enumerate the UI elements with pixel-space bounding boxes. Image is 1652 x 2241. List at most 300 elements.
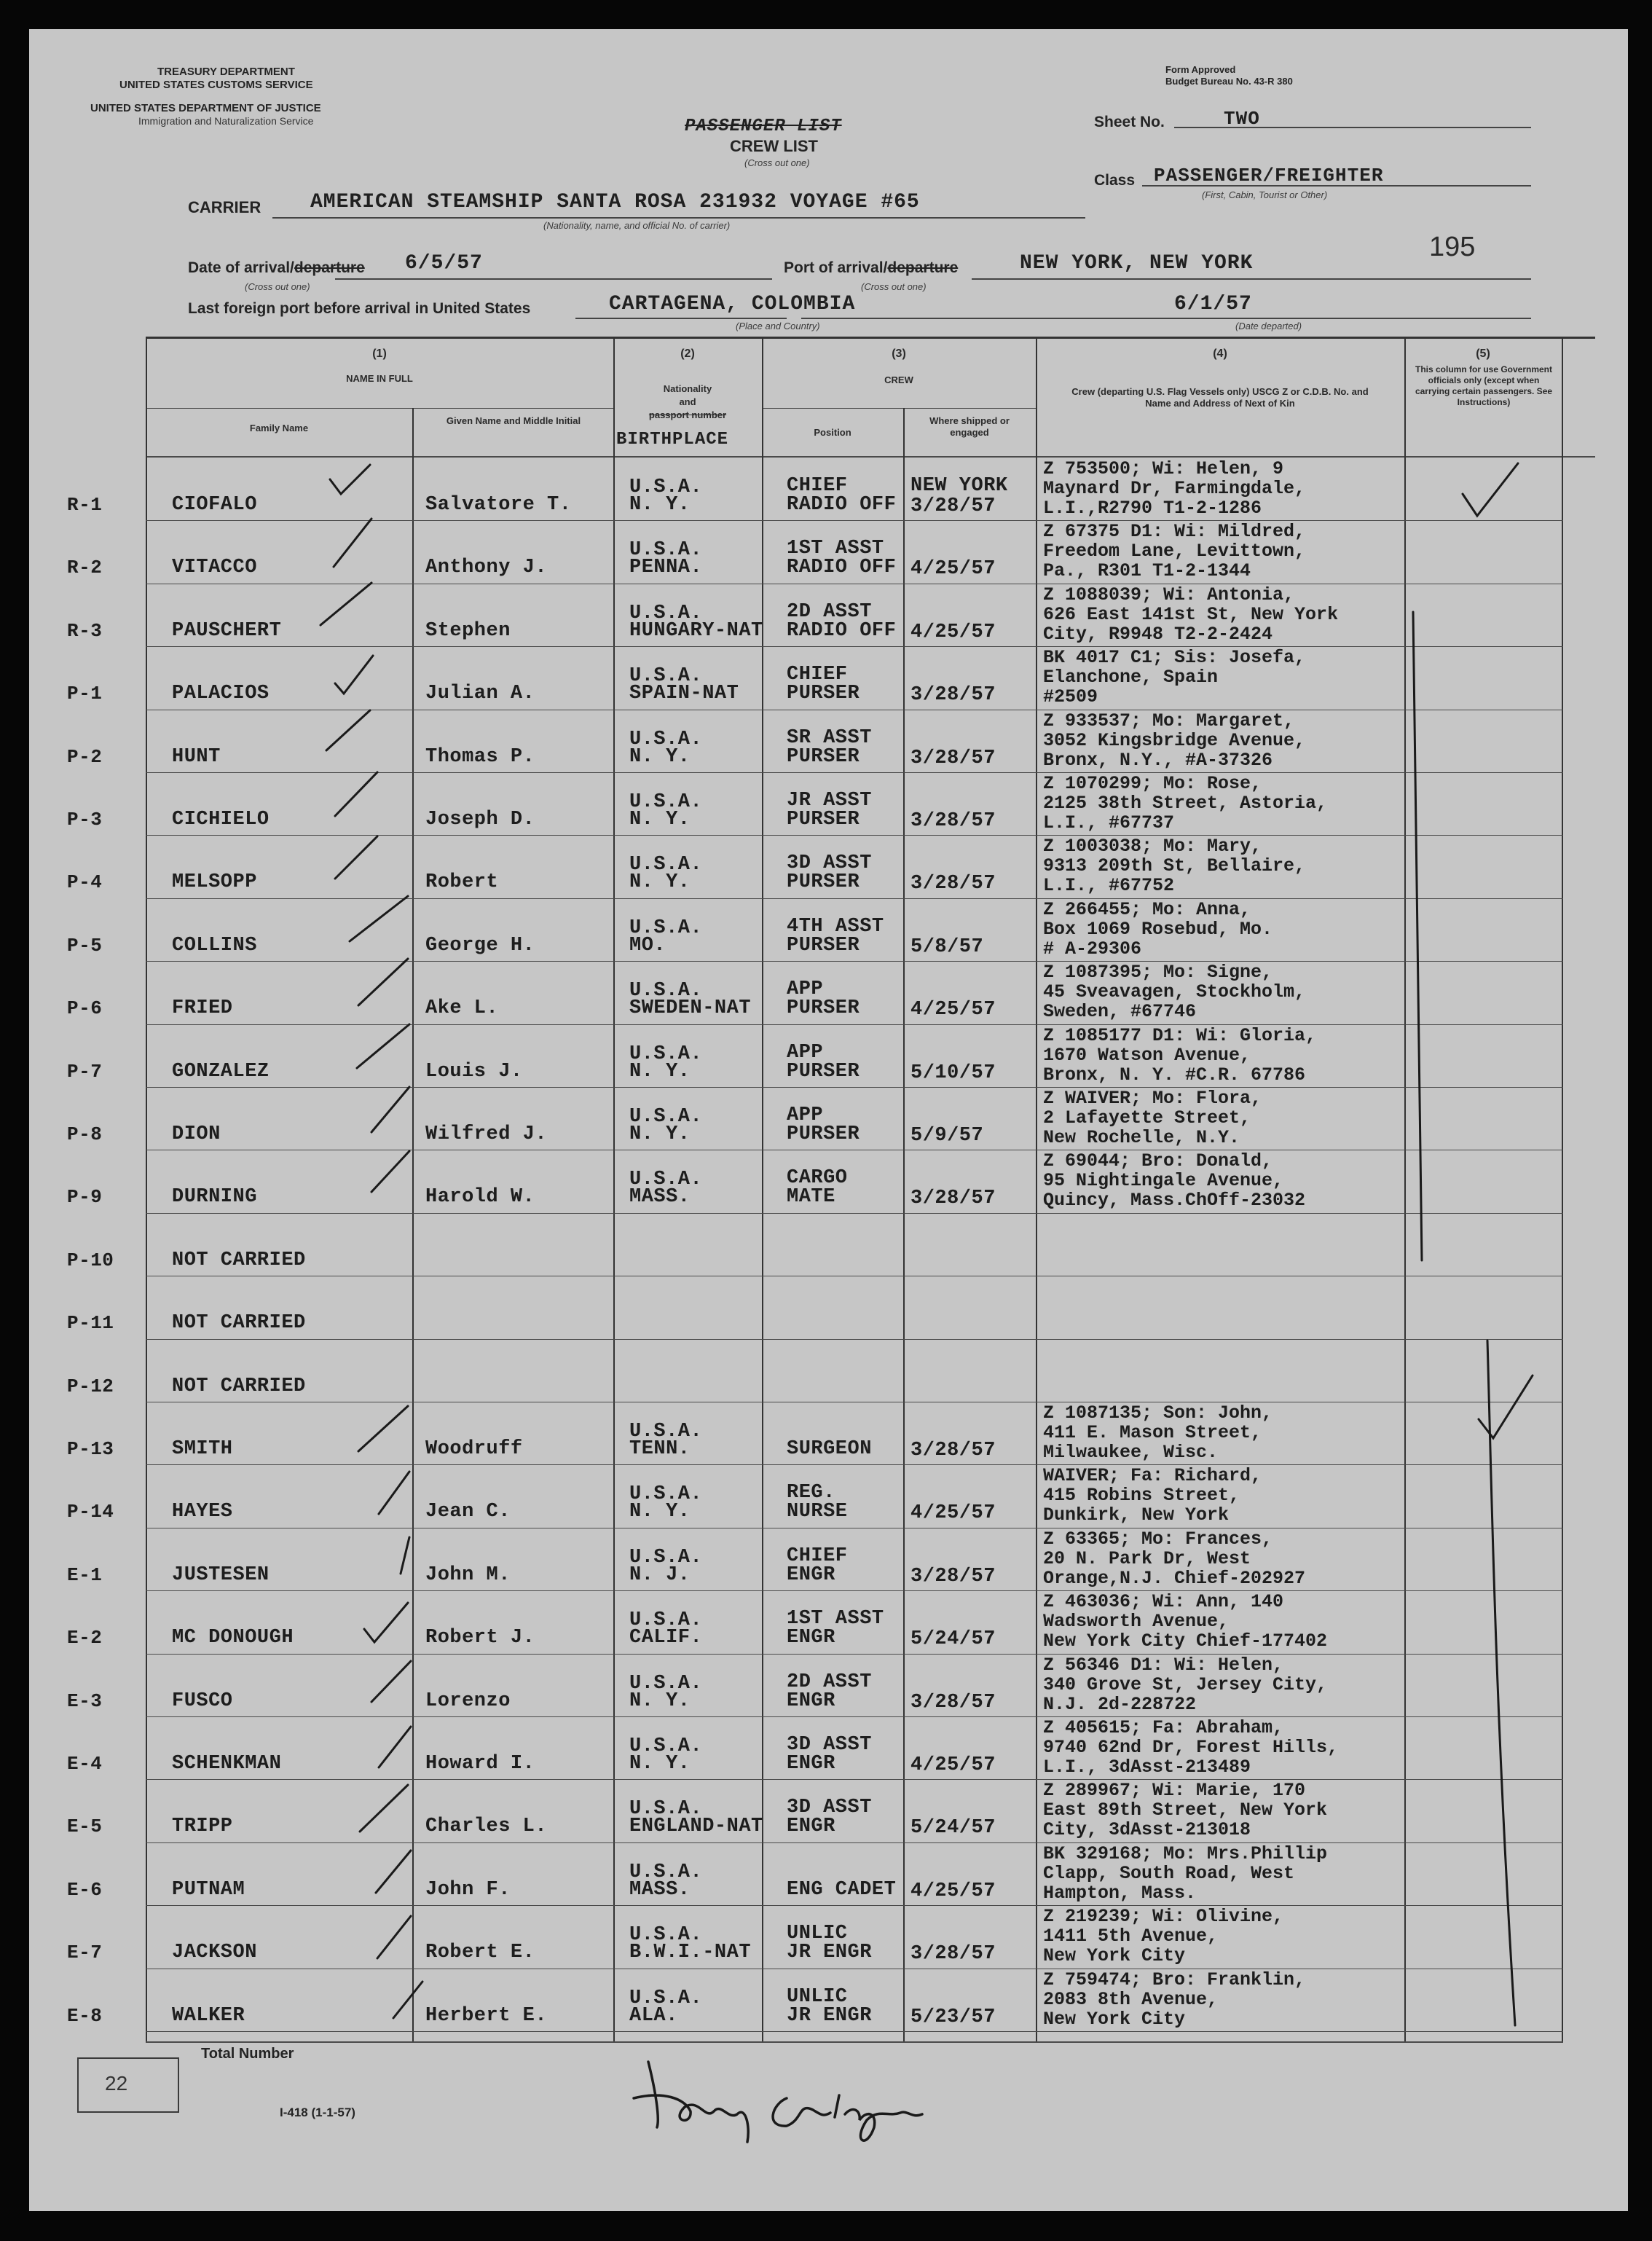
birthplace: N. Y.: [629, 1123, 691, 1145]
row-id: E-8: [67, 2004, 103, 2027]
next-of-kin-line-3: L.I., 3dAsst-213489: [1043, 1757, 1251, 1778]
shipped-place: NEW YORK: [910, 475, 1008, 497]
next-of-kin-line-2: East 89th Street, New York: [1043, 1800, 1328, 1821]
nationality: U.S.A.: [629, 1421, 703, 1443]
col2-title-passport-struck: passport number: [648, 409, 727, 420]
row-id: R-3: [67, 619, 103, 642]
position-line-2: RADIO OFF: [787, 557, 897, 579]
shipped-date: 5/9/57: [910, 1125, 984, 1147]
birthplace: ALA.: [629, 2004, 678, 2027]
position-line-2: SURGEON: [787, 1438, 872, 1460]
given-name: Louis J.: [425, 1060, 523, 1083]
family-name: PALACIOS: [172, 683, 270, 705]
position-line-2: JR ENGR: [787, 2004, 872, 2027]
shipped-date: 3/28/57: [910, 810, 996, 832]
position-line-2: ENGR: [787, 1627, 835, 1649]
nationality: U.S.A.: [629, 1609, 703, 1632]
birthplace: N. Y.: [629, 1060, 691, 1083]
check-mark-icon: [377, 1916, 411, 1958]
next-of-kin-line-3: Milwaukee, Wisc.: [1043, 1442, 1219, 1463]
nationality: U.S.A.: [629, 854, 703, 876]
family-name: FUSCO: [172, 1689, 233, 1712]
row-id: P-10: [67, 1249, 114, 1271]
col2-title-nationality: Nationality: [663, 383, 712, 394]
next-of-kin-line-1: Z 56346 D1: Wi: Helen,: [1043, 1654, 1284, 1676]
position-line-2: PURSER: [787, 871, 860, 894]
vertical-ink-line: [1487, 1341, 1515, 2025]
sheet-value: TWO: [1224, 108, 1260, 130]
next-of-kin-line-3: L.I., #67737: [1043, 812, 1175, 833]
family-name: HUNT: [172, 745, 221, 768]
next-of-kin-line-1: Z 933537; Mo: Margaret,: [1043, 710, 1295, 731]
position-line-2: ENGR: [787, 1816, 835, 1838]
birthplace: N. Y.: [629, 745, 691, 768]
position-line-1: CHIEF: [787, 475, 848, 497]
port-label-text: Port of arrival/: [784, 259, 888, 276]
col3-position: Position: [814, 427, 851, 438]
next-of-kin-line-1: Z 1088039; Wi: Antonia,: [1043, 584, 1295, 605]
check-mark-icon: [326, 710, 370, 750]
agency-line-2: UNITED STATES CUSTOMS SERVICE: [119, 79, 313, 91]
nationality: U.S.A.: [629, 1798, 703, 1821]
position-line-1: 1ST ASST: [787, 538, 884, 560]
position-line-1: CARGO: [787, 1167, 848, 1190]
row-id: P-5: [67, 934, 103, 957]
next-of-kin-line-2: 2125 38th Street, Astoria,: [1043, 793, 1328, 814]
next-of-kin-line-3: #2509: [1043, 686, 1098, 708]
family-name: NOT CARRIED: [172, 1375, 306, 1397]
position-line-1: 1ST ASST: [787, 1608, 884, 1630]
birthplace: SPAIN-NAT: [629, 683, 739, 705]
family-name: DURNING: [172, 1186, 257, 1209]
next-of-kin-line-1: Z 67375 D1: Wi: Mildred,: [1043, 521, 1306, 543]
position-line-2: RADIO OFF: [787, 494, 897, 516]
nationality: U.S.A.: [629, 1169, 703, 1191]
given-name: Lorenzo: [425, 1689, 511, 1712]
check-mark-icon: [364, 1603, 408, 1642]
row-id: P-9: [67, 1186, 103, 1209]
next-of-kin-line-1: Z 405615; Fa: Abraham,: [1043, 1717, 1284, 1738]
nationality: U.S.A.: [629, 665, 703, 688]
family-name: PUTNAM: [172, 1878, 245, 1901]
class-label: Class: [1094, 172, 1136, 189]
nationality: U.S.A.: [629, 1106, 703, 1128]
given-name: Salvatore T.: [425, 494, 572, 516]
port-departure-struck: departure: [887, 259, 959, 276]
row-id: P-2: [67, 745, 103, 768]
class-hint: (First, Cabin, Tourist or Other): [1202, 189, 1328, 200]
shipped-date: 3/28/57: [910, 684, 996, 707]
given-name: Jean C.: [425, 1501, 511, 1523]
given-name: Robert E.: [425, 1942, 535, 1964]
shipped-date: 5/23/57: [910, 2006, 996, 2028]
next-of-kin-line-1: Z 219239; Wi: Olivine,: [1043, 1906, 1284, 1928]
row-id: P-8: [67, 1123, 103, 1145]
check-mark-icon: [358, 959, 408, 1005]
nationality: U.S.A.: [629, 602, 703, 624]
next-of-kin-line-1: BK 4017 C1; Sis: Josefa,: [1043, 647, 1306, 669]
row-id: E-1: [67, 1563, 103, 1586]
next-of-kin-line-2: 2083 8th Avenue,: [1043, 1988, 1219, 2010]
row-id: E-6: [67, 1878, 103, 1901]
position-line-2: PURSER: [787, 997, 860, 1020]
given-name: Herbert E.: [425, 2004, 548, 2027]
birthplace: B.W.I.-NAT: [629, 1942, 752, 1964]
row-id: R-1: [67, 494, 103, 516]
next-of-kin-line-2: 20 N. Park Dr, West: [1043, 1547, 1251, 1569]
total-number-value: 22: [105, 2072, 128, 2095]
check-mark-icon: [335, 656, 373, 694]
row-id: E-5: [67, 1816, 103, 1838]
shipped-date: 4/25/57: [910, 1502, 996, 1525]
shipped-date: 5/8/57: [910, 935, 984, 958]
position-line-1: 2D ASST: [787, 600, 872, 623]
position-line-1: 3D ASST: [787, 852, 872, 875]
col4-title: Crew (departing U.S. Flag Vessels only) USCG Z or C.D.B. No. and Name and Address of Next of Kin: [1071, 386, 1369, 409]
given-name: Joseph D.: [425, 809, 535, 831]
carrier-hint: (Nationality, name, and official No. of carrier): [543, 220, 731, 231]
col1-title: NAME IN FULL: [346, 373, 413, 384]
next-of-kin-line-1: Z 289967; Wi: Marie, 170: [1043, 1780, 1306, 1802]
position-line-2: NURSE: [787, 1501, 848, 1523]
check-mark-icon: [357, 1024, 409, 1068]
form-approved: Form Approved: [1165, 64, 1236, 75]
given-name: Howard I.: [425, 1753, 535, 1775]
position-line-2: RADIO OFF: [787, 619, 897, 642]
shipped-date: 3/28/57: [910, 1691, 996, 1714]
family-name: GONZALEZ: [172, 1060, 270, 1083]
col2-birthplace-overwrite: BIRTHPLACE: [616, 430, 729, 450]
row-id: E-3: [67, 1689, 103, 1712]
nationality: U.S.A.: [629, 1924, 703, 1947]
shipped-date: 3/28/57: [910, 1188, 996, 1210]
next-of-kin-line-3: New Rochelle, N.Y.: [1043, 1127, 1240, 1148]
birthplace: N. Y.: [629, 494, 691, 516]
position-line-1: JR ASST: [787, 790, 872, 812]
port-of-arrival-value: NEW YORK, NEW YORK: [1020, 252, 1254, 275]
shipped-date: 3/28/57: [910, 1565, 996, 1587]
position-line-2: PURSER: [787, 683, 860, 705]
col1-family-name: Family Name: [249, 423, 309, 433]
last-port-hint: (Place and Country): [736, 321, 820, 331]
next-of-kin-line-3: Bronx, N. Y. #C.R. 67786: [1043, 1064, 1306, 1086]
check-mark-icon: [371, 1151, 409, 1192]
check-mark-icon: [335, 772, 377, 816]
next-of-kin-line-1: Z 1003038; Mo: Mary,: [1043, 836, 1262, 857]
next-of-kin-line-2: 1670 Watson Avenue,: [1043, 1044, 1251, 1066]
next-of-kin-line-1: Z 1087135; Son: John,: [1043, 1402, 1273, 1424]
shipped-date: 4/25/57: [910, 621, 996, 643]
shipped-date: 5/10/57: [910, 1061, 996, 1084]
sheet-label: Sheet No.: [1094, 114, 1165, 130]
row-id: P-6: [67, 997, 103, 1020]
given-name: Julian A.: [425, 683, 535, 705]
row-id: P-14: [67, 1501, 114, 1523]
position-line-2: ENG CADET: [787, 1878, 897, 1901]
next-of-kin-line-3: N.J. 2d-228722: [1043, 1693, 1197, 1715]
nationality: U.S.A.: [629, 1987, 703, 2009]
next-of-kin-line-3: L.I.,R2790 T1-2-1286: [1043, 498, 1262, 519]
budget-bureau: Budget Bureau No. 43-R 380: [1165, 76, 1293, 87]
next-of-kin-line-1: Z 266455; Mo: Anna,: [1043, 898, 1251, 920]
family-name: WALKER: [172, 2004, 245, 2027]
title-passenger-list-struck: PASSENGER LIST: [685, 117, 842, 136]
given-name: Ake L.: [425, 997, 499, 1020]
check-mark-icon: [335, 836, 377, 879]
birthplace: TENN.: [629, 1438, 691, 1460]
last-foreign-port-label: Last foreign port before arrival in United States: [188, 300, 531, 317]
row-id: P-12: [67, 1375, 114, 1397]
title-crew-list: CREW LIST: [730, 137, 818, 155]
given-name: Thomas P.: [425, 745, 535, 768]
next-of-kin-line-3: New York City Chief-177402: [1043, 1630, 1328, 1652]
shipped-date: 4/25/57: [910, 999, 996, 1021]
birthplace: N. Y.: [629, 1753, 691, 1775]
position-line-1: CHIEF: [787, 1545, 848, 1567]
port-hint: (Cross out one): [861, 281, 927, 292]
family-name: CIOFALO: [172, 494, 257, 516]
family-name: NOT CARRIED: [172, 1312, 306, 1335]
check-mark-icon: [379, 1472, 409, 1514]
class-value: PASSENGER/FREIGHTER: [1154, 165, 1384, 187]
given-name: John M.: [425, 1563, 511, 1586]
family-name: PAUSCHERT: [172, 619, 282, 642]
nationality: U.S.A.: [629, 1483, 703, 1506]
col5-title: This column for use Government officials only (except when carrying certain passengers. See Instructions): [1415, 364, 1553, 407]
birthplace: PENNA.: [629, 557, 703, 579]
next-of-kin-line-2: 2 Lafayette Street,: [1043, 1107, 1251, 1129]
check-mark-icon: [376, 1851, 411, 1893]
next-of-kin-line-3: Quincy, Mass.ChOff-23032: [1043, 1190, 1306, 1212]
check-mark-icon: [401, 1537, 409, 1574]
position-line-1: 2D ASST: [787, 1671, 872, 1693]
col2-number: (2): [680, 348, 695, 360]
birthplace: MO.: [629, 934, 666, 957]
next-of-kin-line-3: Orange,N.J. Chief-202927: [1043, 1567, 1306, 1589]
check-mark-icon: [379, 1727, 411, 1767]
col3-number: (3): [892, 348, 906, 360]
next-of-kin-line-2: Box 1069 Rosebud, Mo.: [1043, 918, 1273, 940]
birthplace: N. J.: [629, 1563, 691, 1586]
shipped-date: 3/28/57: [910, 1440, 996, 1461]
family-name: MELSOPP: [172, 871, 257, 894]
date-of-arrival-value: 6/5/57: [405, 252, 483, 275]
next-of-kin-line-1: Z 463036; Wi: Ann, 140: [1043, 1591, 1284, 1613]
family-name: FRIED: [172, 997, 233, 1020]
row-id: P-1: [67, 683, 103, 705]
given-name: Robert J.: [425, 1627, 535, 1649]
row-id: E-2: [67, 1627, 103, 1649]
given-name: Wilfred J.: [425, 1123, 548, 1145]
birthplace: MASS.: [629, 1878, 691, 1901]
row-id: P-7: [67, 1060, 103, 1083]
nationality: U.S.A.: [629, 728, 703, 750]
family-name: HAYES: [172, 1501, 233, 1523]
date-hint: (Cross out one): [245, 281, 310, 292]
family-name: COLLINS: [172, 934, 257, 957]
next-of-kin-line-1: Z 63365; Mo: Frances,: [1043, 1528, 1273, 1550]
position-line-1: SR ASST: [787, 726, 872, 749]
signature-icon: [634, 2062, 922, 2142]
family-name: SMITH: [172, 1438, 233, 1460]
shipped-date: 4/25/57: [910, 1754, 996, 1776]
family-name: SCHENKMAN: [172, 1753, 282, 1775]
family-name: DION: [172, 1123, 221, 1145]
next-of-kin-line-2: 411 E. Mason Street,: [1043, 1422, 1262, 1443]
position-line-1: CHIEF: [787, 664, 848, 686]
family-name: MC DONOUGH: [172, 1627, 294, 1649]
row-id: P-4: [67, 871, 103, 894]
check-mark-icon: [334, 519, 371, 567]
next-of-kin-line-2: 45 Sveavagen, Stockholm,: [1043, 981, 1306, 1003]
check-mark-icon: [1463, 463, 1518, 516]
next-of-kin-line-2: 340 Grove St, Jersey City,: [1043, 1673, 1328, 1695]
family-name: JACKSON: [172, 1942, 257, 1964]
agency-line-3: UNITED STATES DEPARTMENT OF JUSTICE: [90, 102, 321, 114]
col3-where-shipped: Where shipped or engaged: [929, 415, 1010, 438]
position-line-2: JR ENGR: [787, 1942, 872, 1964]
nationality: U.S.A.: [629, 1043, 703, 1065]
position-line-2: PURSER: [787, 745, 860, 768]
birthplace: HUNGARY-NAT: [629, 619, 763, 642]
birthplace: N. Y.: [629, 871, 691, 894]
check-mark-icon: [350, 896, 408, 941]
agency-line-1: TREASURY DEPARTMENT: [157, 66, 295, 78]
title-hint: (Cross out one): [744, 157, 810, 168]
handwritten-marks: [29, 29, 1628, 2211]
shipped-date: 3/28/57: [910, 495, 996, 517]
position-line-2: ENGR: [787, 1689, 835, 1712]
position-line-2: ENGR: [787, 1563, 835, 1586]
row-id: E-4: [67, 1753, 103, 1775]
next-of-kin-line-3: City, R9948 T2-2-2424: [1043, 623, 1273, 645]
given-name: Anthony J.: [425, 557, 548, 579]
check-mark-icon: [371, 1661, 411, 1702]
row-id: E-7: [67, 1942, 103, 1964]
next-of-kin-line-2: 3052 Kingsbridge Avenue,: [1043, 729, 1306, 751]
next-of-kin-line-3: # A-29306: [1043, 938, 1142, 959]
birthplace: N. Y.: [629, 1501, 691, 1523]
next-of-kin-line-1: Z 1085177 D1: Wi: Gloria,: [1043, 1024, 1317, 1046]
birthplace: CALIF.: [629, 1627, 703, 1649]
position-line-2: PURSER: [787, 1123, 860, 1145]
next-of-kin-line-1: Z 69044; Bro: Donald,: [1043, 1150, 1273, 1172]
check-mark-icon: [1479, 1375, 1533, 1438]
given-name: Harold W.: [425, 1186, 535, 1209]
given-name: Woodruff: [425, 1438, 523, 1460]
carrier-value: AMERICAN STEAMSHIP SANTA ROSA 231932 VOYAGE #65: [310, 191, 920, 213]
family-name: NOT CARRIED: [172, 1249, 306, 1271]
check-mark-icon: [371, 1087, 409, 1132]
next-of-kin-line-3: Bronx, N.Y., #A-37326: [1043, 749, 1273, 771]
nationality: U.S.A.: [629, 980, 703, 1002]
page-number: 195: [1429, 232, 1476, 262]
shipped-date: 5/24/57: [910, 1628, 996, 1651]
nationality: U.S.A.: [629, 1735, 703, 1757]
family-name: VITACCO: [172, 557, 257, 579]
next-of-kin-line-1: Z 1087395; Mo: Signe,: [1043, 962, 1273, 984]
birthplace: MASS.: [629, 1186, 691, 1209]
position-line-2: PURSER: [787, 809, 860, 831]
nationality: U.S.A.: [629, 539, 703, 562]
shipped-date: 4/25/57: [910, 558, 996, 581]
next-of-kin-line-2: 626 East 141st St, New York: [1043, 603, 1339, 625]
next-of-kin-line-2: 9313 209th St, Bellaire,: [1043, 855, 1306, 877]
col4-number: (4): [1213, 348, 1227, 360]
nationality: U.S.A.: [629, 1672, 703, 1695]
date-departed-value: 6/1/57: [1174, 293, 1252, 315]
last-foreign-port-value: CARTAGENA, COLOMBIA: [609, 293, 856, 315]
shipped-date: 3/28/57: [910, 873, 996, 895]
next-of-kin-line-2: Freedom Lane, Levittown,: [1043, 541, 1306, 562]
next-of-kin-line-2: Wadsworth Avenue,: [1043, 1611, 1230, 1633]
check-mark-icon: [393, 1982, 422, 2018]
next-of-kin-line-1: Z 753500; Wi: Helen, 9: [1043, 458, 1284, 479]
form-number: I-418 (1-1-57): [280, 2105, 355, 2119]
next-of-kin-line-2: 9740 62nd Dr, Forest Hills,: [1043, 1737, 1339, 1758]
position-line-1: APP: [787, 1041, 824, 1064]
date-label-text: Date of arrival/: [188, 259, 294, 276]
next-of-kin-line-1: Z WAIVER; Mo: Flora,: [1043, 1088, 1262, 1109]
position-line-1: 4TH ASST: [787, 915, 884, 938]
position-line-1: UNLIC: [787, 1923, 848, 1945]
birthplace: SWEDEN-NAT: [629, 997, 752, 1020]
next-of-kin-line-2: Maynard Dr, Farmingdale,: [1043, 478, 1306, 499]
family-name: TRIPP: [172, 1816, 233, 1838]
next-of-kin-line-2: 415 Robins Street,: [1043, 1485, 1240, 1507]
shipped-date: 3/28/57: [910, 1943, 996, 1966]
col3-title: CREW: [884, 374, 913, 385]
next-of-kin-line-3: New York City: [1043, 2008, 1186, 2030]
given-name: John F.: [425, 1878, 511, 1901]
next-of-kin-line-3: City, 3dAsst-213018: [1043, 1819, 1251, 1841]
next-of-kin-line-2: Clapp, South Road, West: [1043, 1862, 1295, 1884]
col5-number: (5): [1476, 348, 1490, 360]
check-mark-icon: [320, 583, 371, 625]
next-of-kin-line-1: BK 329168; Mo: Mrs.Phillip: [1043, 1842, 1328, 1864]
nationality: U.S.A.: [629, 1861, 703, 1883]
birthplace: N. Y.: [629, 1689, 691, 1712]
nationality: U.S.A.: [629, 791, 703, 813]
crew-list-form: [29, 29, 1628, 2211]
given-name: Charles L.: [425, 1816, 548, 1838]
shipped-date: 3/28/57: [910, 747, 996, 769]
col2-title-and: and: [679, 396, 696, 407]
nationality: U.S.A.: [629, 1546, 703, 1569]
next-of-kin-line-2: 95 Nightingale Avenue,: [1043, 1170, 1284, 1192]
next-of-kin-line-1: WAIVER; Fa: Richard,: [1043, 1465, 1262, 1487]
row-id: P-3: [67, 809, 103, 831]
check-mark-icon: [358, 1406, 408, 1451]
next-of-kin-line-3: New York City: [1043, 1945, 1186, 1967]
row-id: P-11: [67, 1312, 114, 1335]
position-line-1: 3D ASST: [787, 1734, 872, 1756]
col1-number: (1): [372, 348, 387, 360]
date-departure-struck: departure: [294, 259, 365, 276]
shipped-date: 4/25/57: [910, 1880, 996, 1902]
row-id: R-2: [67, 557, 103, 579]
check-mark-icon: [360, 1785, 408, 1832]
given-name: Robert: [425, 871, 499, 894]
next-of-kin-line-3: L.I., #67752: [1043, 875, 1175, 897]
nationality: U.S.A.: [629, 917, 703, 939]
vertical-ink-line: [1413, 612, 1422, 1260]
date-departed-hint: (Date departed): [1235, 321, 1302, 331]
position-line-2: PURSER: [787, 1060, 860, 1083]
given-name: Stephen: [425, 619, 511, 642]
family-name: JUSTESEN: [172, 1563, 270, 1586]
total-number-label: Total Number: [201, 2046, 294, 2062]
